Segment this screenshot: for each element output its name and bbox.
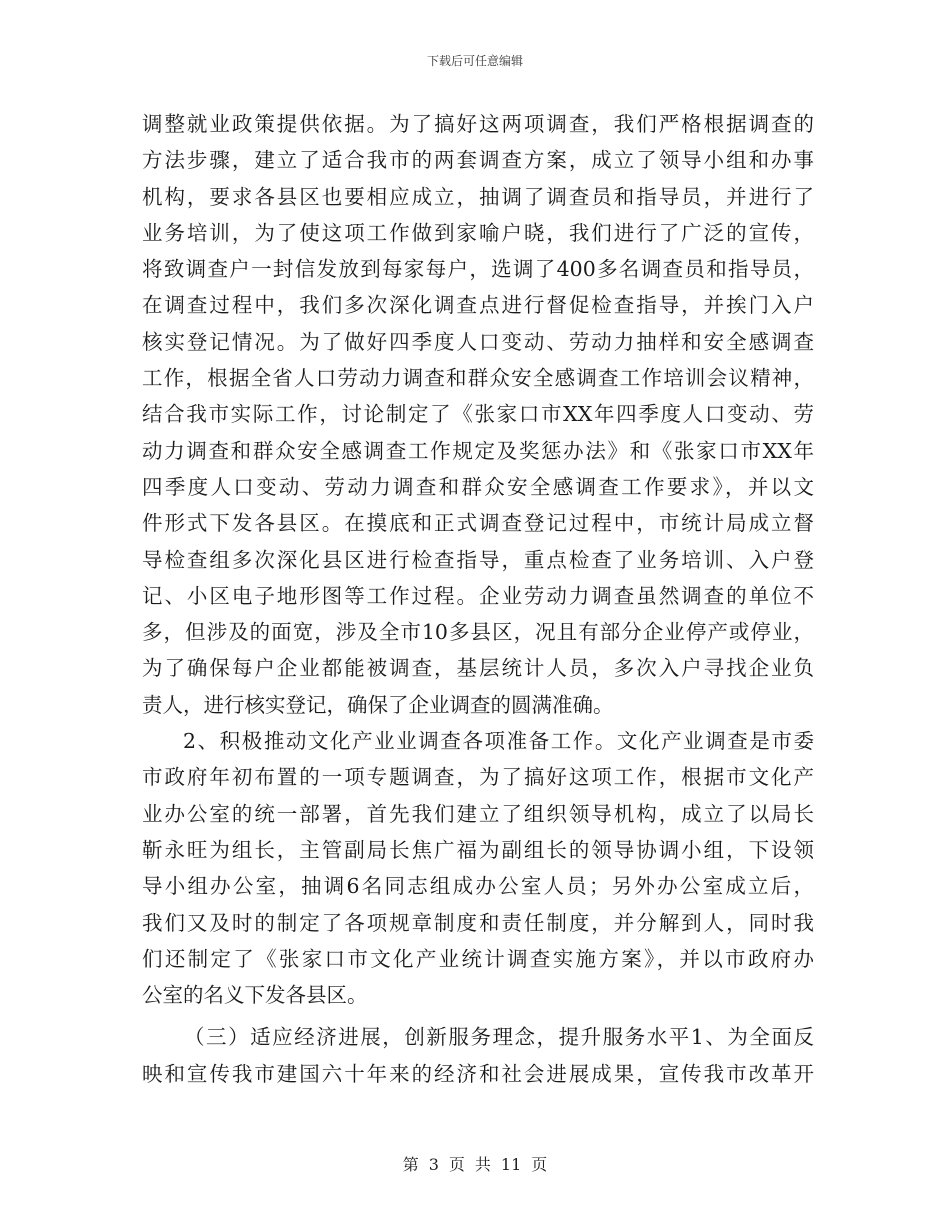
page-label-suffix: 页	[531, 1155, 548, 1174]
text-line: 四季度人口变动、劳动力调查和群众安全感调查工作要求》，并以文	[142, 474, 814, 499]
text-line: 们还制定了《张家口市文化产业统计调查实施方案》，并以市政府办	[142, 946, 814, 971]
text-line: 2、积极推动文化产业业调查各项准备工作。文化产业调查是市委	[183, 729, 814, 754]
text-line: 业办公室的统一部署，首先我们建立了组织领导机构，成立了以局长	[142, 801, 814, 826]
text-line: 将致调查户一封信发放到每家每户，选调了400多名调查员和指导员，	[142, 257, 814, 282]
text-line: 业务培训，为了使这项工作做到家喻户晓，我们进行了广泛的宣传，	[142, 220, 814, 245]
text-line: 公室的名义下发各县区。	[142, 983, 368, 1008]
page-label-mid: 页	[448, 1155, 465, 1174]
page-label-prefix: 第	[402, 1155, 419, 1174]
text-line: 动力调查和群众安全感调查工作规定及奖惩办法》和《张家口市XX年	[142, 438, 814, 463]
text-line: 机构，要求各县区也要相应成立，抽调了调查员和指导员，并进行了	[142, 184, 814, 209]
total-pages-number: 11	[500, 1155, 522, 1174]
page-header: 下载后可任意编辑	[426, 54, 523, 68]
text-line: 件形式下发各县区。在摸底和正式调查登记过程中，市统计局成立督	[142, 511, 814, 536]
text-line: 结合我市实际工作，讨论制定了《张家口市XX年四季度人口变动、劳	[142, 402, 814, 427]
text-line: 市政府年初布置的一项专题调查，为了搞好这项工作，根据市文化产	[142, 765, 814, 790]
total-label: 共	[474, 1155, 491, 1174]
text-line: 方法步骤，建立了适合我市的两套调查方案，成立了领导小组和办事	[142, 148, 814, 173]
paragraph-1	[142, 106, 814, 723]
text-line: 多，但涉及的面宽，涉及全市10多县区，况且有部分企业停产或停业，	[142, 620, 814, 645]
text-line: 导小组办公室，抽调6名同志组成办公室人员；另外办公室成立后，	[142, 874, 814, 899]
text-line: 为了确保每户企业都能被调查，基层统计人员，多次入户寻找企业负	[142, 656, 814, 681]
text-line: 在调查过程中，我们多次深化调查点进行督促检查指导，并挨门入户	[142, 293, 814, 318]
current-page-number: 3	[428, 1155, 439, 1174]
paragraph-2	[142, 723, 814, 1013]
text-line: （三）适应经济进展，创新服务理念，提升服务水平1、为全面反	[184, 1025, 814, 1050]
text-line: 调整就业政策提供依据。为了搞好这两项调查，我们严格根据调查的	[142, 112, 814, 136]
text-line: 工作，根据全省人口劳动力调查和群众安全感调查工作培训会议精神，	[142, 366, 814, 391]
page-footer	[0, 1152, 950, 1175]
text-line: 核实登记情况。为了做好四季度人口变动、劳动力抽样和安全感调查	[142, 329, 814, 354]
paragraph-3	[142, 1019, 814, 1092]
text-line: 映和宣传我市建国六十年来的经济和社会进展成果，宣传我市改革开	[142, 1061, 814, 1086]
text-line: 我们又及时的制定了各项规章制度和责任制度，并分解到人，同时我	[142, 910, 814, 935]
text-line: 导检查组多次深化县区进行检查指导，重点检查了业务培训、入户登	[142, 547, 814, 572]
text-line: 记、小区电子地形图等工作过程。企业劳动力调查虽然调查的单位不	[142, 583, 814, 608]
text-line: 责人，进行核实登记，确保了企业调查的圆满准确。	[142, 692, 614, 717]
document-body	[142, 106, 814, 1092]
text-line: 靳永旺为组长，主管副局长焦广福为副组长的领导协调小组，下设领	[142, 837, 814, 862]
